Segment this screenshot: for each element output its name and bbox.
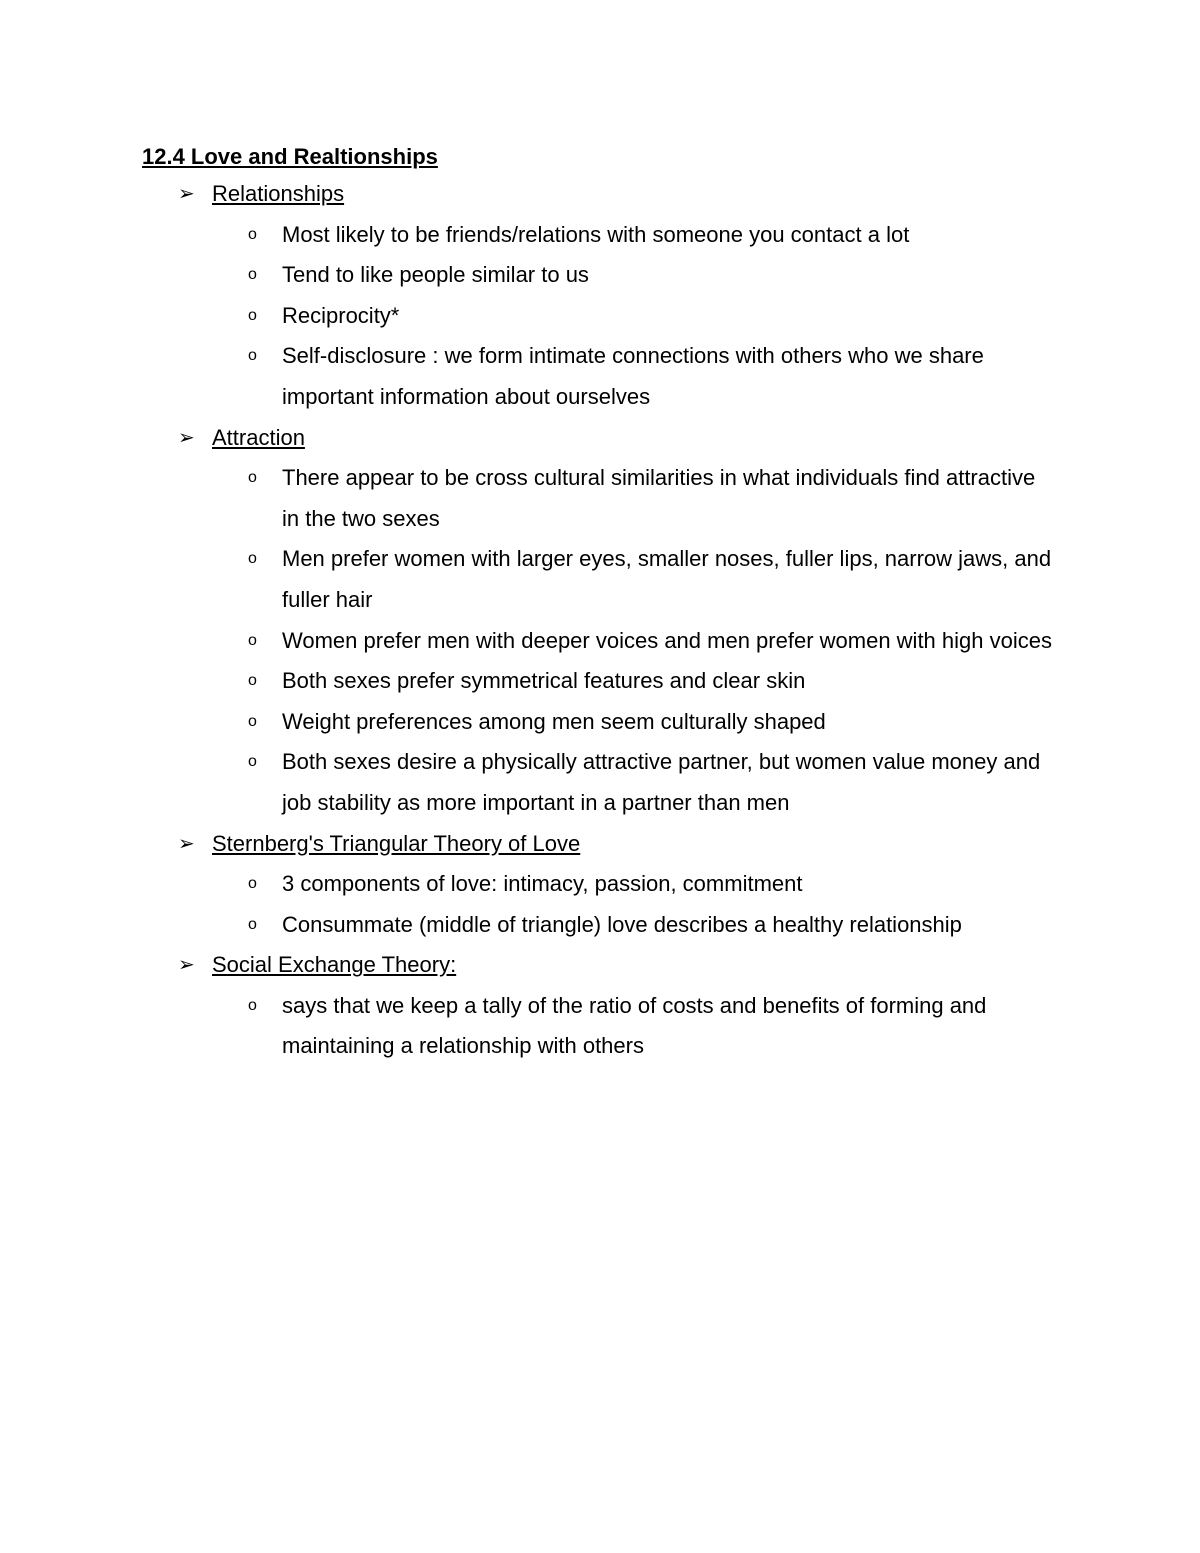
section-relationships bbox=[142, 174, 1082, 418]
list-item bbox=[142, 742, 1052, 823]
circle-bullet-icon: o bbox=[248, 915, 257, 933]
section-label: Sternberg's Triangular Theory of Love bbox=[212, 830, 581, 856]
circle-bullet-icon: o bbox=[248, 469, 257, 487]
list-item-text: Tend to like people similar to us bbox=[282, 262, 589, 288]
circle-bullet-icon: o bbox=[248, 306, 257, 324]
list-item-text: Reciprocity* bbox=[282, 302, 400, 328]
circle-bullet-icon: o bbox=[248, 347, 257, 365]
section-attraction bbox=[142, 418, 1082, 824]
list-item-text: 3 components of love: intimacy, passion, commitment bbox=[282, 871, 803, 897]
bullet-list bbox=[142, 458, 1082, 823]
list-item bbox=[142, 539, 1052, 620]
list-item-text: There appear to be cross cultural similarities in what individuals find attractive in the two sexes bbox=[282, 465, 1036, 531]
arrow-bullet-icon: ➢ bbox=[178, 954, 195, 977]
list-item-text: Both sexes desire a physically attractive partner, but women value money and job stability as more important in a partner than men bbox=[282, 749, 1041, 815]
section-label: Attraction bbox=[212, 424, 305, 450]
list-item-text: Most likely to be friends/relations with someone you contact a lot bbox=[282, 221, 910, 247]
list-item-text: Men prefer women with larger eyes, smaller noses, fuller lips, narrow jaws, and fuller hair bbox=[282, 546, 1052, 612]
list-item bbox=[142, 336, 1052, 417]
list-item-text: Consummate (middle of triangle) love describes a healthy relationship bbox=[282, 911, 962, 937]
list-item-text: Women prefer men with deeper voices and men prefer women with high voices bbox=[282, 627, 1052, 653]
section-social-exchange bbox=[142, 945, 1082, 1067]
list-item-text: Both sexes prefer symmetrical features and clear skin bbox=[282, 668, 806, 694]
document-title: 12.4 Love and Realtionships bbox=[142, 144, 438, 169]
section-heading bbox=[142, 418, 1082, 459]
bullet-list bbox=[142, 215, 1082, 418]
circle-bullet-icon: o bbox=[248, 672, 257, 690]
list-item bbox=[142, 458, 1052, 539]
circle-bullet-icon: o bbox=[248, 225, 257, 243]
section-label: Relationships bbox=[212, 181, 345, 206]
bullet-list bbox=[142, 986, 1082, 1067]
list-item-text: Self-disclosure : we form intimate connections with others who we share important information about ourselves bbox=[282, 343, 984, 409]
list-item bbox=[142, 986, 1052, 1067]
list-item bbox=[142, 905, 1052, 946]
arrow-bullet-icon: ➢ bbox=[178, 183, 195, 205]
section-heading bbox=[142, 824, 1082, 865]
list-item bbox=[142, 255, 1052, 296]
section-triangular-theory bbox=[142, 824, 1082, 946]
list-item bbox=[142, 296, 1052, 337]
list-item-text: Weight preferences among men seem culturally shaped bbox=[282, 708, 826, 734]
bullet-list bbox=[142, 864, 1082, 945]
circle-bullet-icon: o bbox=[248, 996, 257, 1014]
circle-bullet-icon: o bbox=[248, 631, 257, 649]
arrow-bullet-icon: ➢ bbox=[178, 426, 195, 449]
circle-bullet-icon: o bbox=[248, 753, 257, 771]
list-item bbox=[142, 215, 1052, 256]
circle-bullet-icon: o bbox=[248, 550, 257, 568]
list-item bbox=[142, 702, 1052, 743]
section-heading bbox=[142, 945, 1082, 986]
document-body bbox=[142, 140, 1082, 1067]
circle-bullet-icon: o bbox=[248, 266, 257, 284]
arrow-bullet-icon: ➢ bbox=[178, 832, 195, 855]
circle-bullet-icon: o bbox=[248, 712, 257, 730]
section-label: Social Exchange Theory: bbox=[212, 952, 457, 978]
list-item bbox=[142, 864, 1052, 905]
circle-bullet-icon: o bbox=[248, 875, 257, 893]
list-item-text: says that we keep a tally of the ratio of costs and benefits of forming and maintaining a relationship with others bbox=[282, 992, 987, 1059]
list-item bbox=[142, 661, 1052, 702]
section-heading bbox=[142, 174, 1082, 215]
list-item bbox=[142, 621, 1052, 662]
